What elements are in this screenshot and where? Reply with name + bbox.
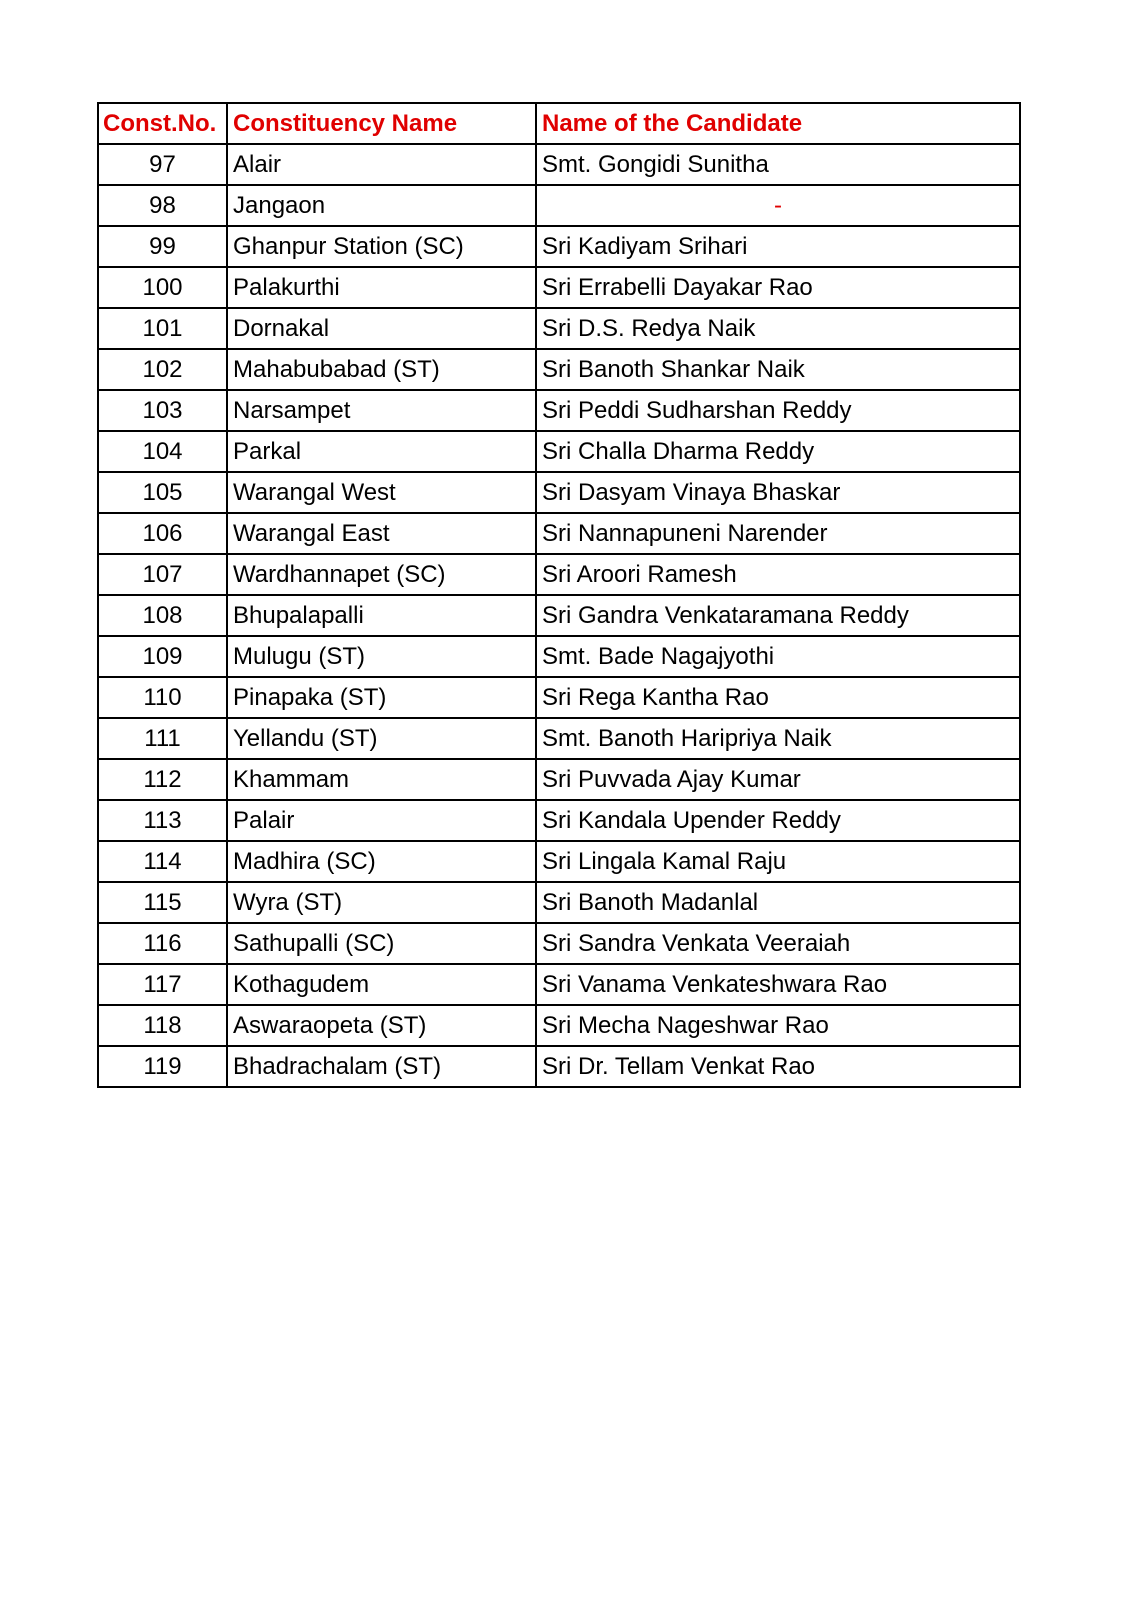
cell-const-no: 119 — [98, 1046, 227, 1087]
cell-const-no: 111 — [98, 718, 227, 759]
table-row — [98, 964, 1020, 1005]
cell-constituency-name: Parkal — [227, 431, 536, 472]
table-row — [98, 226, 1020, 267]
cell-const-no: 112 — [98, 759, 227, 800]
table-row — [98, 677, 1020, 718]
cell-constituency-name: Dornakal — [227, 308, 536, 349]
table-row — [98, 923, 1020, 964]
table-body — [98, 144, 1020, 1087]
cell-constituency-name: Wardhannapet (SC) — [227, 554, 536, 595]
table-row — [98, 185, 1020, 226]
table-row — [98, 472, 1020, 513]
table-row — [98, 513, 1020, 554]
table-row — [98, 1046, 1020, 1087]
cell-candidate-name: Sri Dr. Tellam Venkat Rao — [536, 1046, 1020, 1087]
table-row — [98, 431, 1020, 472]
cell-const-no: 97 — [98, 144, 227, 185]
cell-constituency-name: Alair — [227, 144, 536, 185]
cell-candidate-name: Sri Dasyam Vinaya Bhaskar — [536, 472, 1020, 513]
cell-candidate-name: Sri Banoth Shankar Naik — [536, 349, 1020, 390]
cell-const-no: 103 — [98, 390, 227, 431]
table-row — [98, 841, 1020, 882]
cell-const-no: 108 — [98, 595, 227, 636]
cell-constituency-name: Warangal East — [227, 513, 536, 554]
cell-const-no: 98 — [98, 185, 227, 226]
cell-const-no: 118 — [98, 1005, 227, 1046]
cell-const-no: 113 — [98, 800, 227, 841]
table-row — [98, 349, 1020, 390]
cell-constituency-name: Pinapaka (ST) — [227, 677, 536, 718]
cell-candidate-name: Sri Challa Dharma Reddy — [536, 431, 1020, 472]
candidates-table — [97, 102, 1021, 1088]
table-row — [98, 267, 1020, 308]
table-header-row — [98, 103, 1020, 144]
header-constituency-name: Constituency Name — [227, 103, 536, 144]
cell-const-no: 100 — [98, 267, 227, 308]
cell-constituency-name: Khammam — [227, 759, 536, 800]
cell-candidate-name: Sri Rega Kantha Rao — [536, 677, 1020, 718]
cell-const-no: 115 — [98, 882, 227, 923]
cell-const-no: 107 — [98, 554, 227, 595]
cell-constituency-name: Yellandu (ST) — [227, 718, 536, 759]
table-row — [98, 595, 1020, 636]
table-row — [98, 554, 1020, 595]
cell-constituency-name: Narsampet — [227, 390, 536, 431]
table-row — [98, 390, 1020, 431]
cell-constituency-name: Aswaraopeta (ST) — [227, 1005, 536, 1046]
cell-candidate-name: Sri Peddi Sudharshan Reddy — [536, 390, 1020, 431]
cell-const-no: 109 — [98, 636, 227, 677]
cell-const-no: 105 — [98, 472, 227, 513]
cell-const-no: 102 — [98, 349, 227, 390]
cell-candidate-name: Sri Aroori Ramesh — [536, 554, 1020, 595]
cell-constituency-name: Kothagudem — [227, 964, 536, 1005]
cell-const-no: 114 — [98, 841, 227, 882]
header-const-no: Const.No. — [98, 103, 227, 144]
cell-candidate-name: Sri Lingala Kamal Raju — [536, 841, 1020, 882]
table-row — [98, 759, 1020, 800]
cell-candidate-name: Sri Vanama Venkateshwara Rao — [536, 964, 1020, 1005]
cell-candidate-name: Sri D.S. Redya Naik — [536, 308, 1020, 349]
cell-candidate-name: Sri Kandala Upender Reddy — [536, 800, 1020, 841]
table-row — [98, 718, 1020, 759]
cell-candidate-name: Smt. Gongidi Sunitha — [536, 144, 1020, 185]
cell-constituency-name: Sathupalli (SC) — [227, 923, 536, 964]
cell-candidate-name: Smt. Bade Nagajyothi — [536, 636, 1020, 677]
cell-constituency-name: Madhira (SC) — [227, 841, 536, 882]
cell-candidate-name: Sri Banoth Madanlal — [536, 882, 1020, 923]
cell-candidate-name: Smt. Banoth Haripriya Naik — [536, 718, 1020, 759]
cell-constituency-name: Bhadrachalam (ST) — [227, 1046, 536, 1087]
cell-candidate-name: Sri Errabelli Dayakar Rao — [536, 267, 1020, 308]
cell-constituency-name: Palakurthi — [227, 267, 536, 308]
cell-constituency-name: Warangal West — [227, 472, 536, 513]
cell-const-no: 104 — [98, 431, 227, 472]
table-row — [98, 882, 1020, 923]
cell-candidate-name: Sri Gandra Venkataramana Reddy — [536, 595, 1020, 636]
cell-const-no: 101 — [98, 308, 227, 349]
table-row — [98, 144, 1020, 185]
cell-candidate-name: Sri Nannapuneni Narender — [536, 513, 1020, 554]
cell-const-no: 116 — [98, 923, 227, 964]
cell-constituency-name: Jangaon — [227, 185, 536, 226]
cell-candidate-name: Sri Puvvada Ajay Kumar — [536, 759, 1020, 800]
cell-candidate-name: - — [536, 185, 1020, 226]
cell-const-no: 99 — [98, 226, 227, 267]
cell-candidate-name: Sri Sandra Venkata Veeraiah — [536, 923, 1020, 964]
cell-candidate-name: Sri Mecha Nageshwar Rao — [536, 1005, 1020, 1046]
cell-constituency-name: Ghanpur Station (SC) — [227, 226, 536, 267]
cell-candidate-name: Sri Kadiyam Srihari — [536, 226, 1020, 267]
table-row — [98, 800, 1020, 841]
cell-constituency-name: Mahabubabad (ST) — [227, 349, 536, 390]
table-row — [98, 636, 1020, 677]
cell-constituency-name: Mulugu (ST) — [227, 636, 536, 677]
cell-constituency-name: Bhupalapalli — [227, 595, 536, 636]
header-candidate-name: Name of the Candidate — [536, 103, 1020, 144]
cell-constituency-name: Wyra (ST) — [227, 882, 536, 923]
table-row — [98, 1005, 1020, 1046]
cell-const-no: 106 — [98, 513, 227, 554]
cell-const-no: 117 — [98, 964, 227, 1005]
table-row — [98, 308, 1020, 349]
cell-const-no: 110 — [98, 677, 227, 718]
cell-constituency-name: Palair — [227, 800, 536, 841]
